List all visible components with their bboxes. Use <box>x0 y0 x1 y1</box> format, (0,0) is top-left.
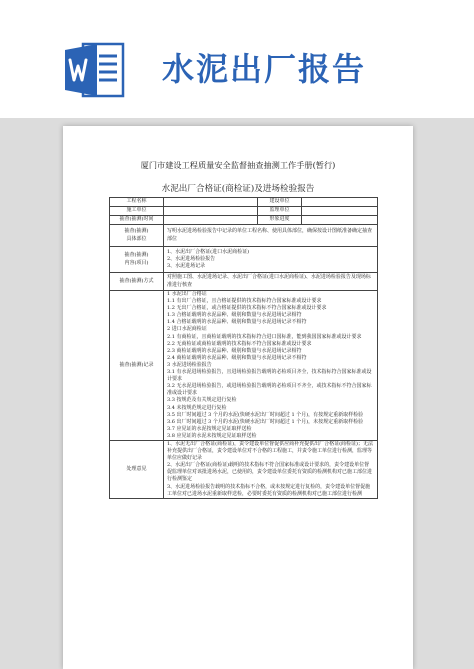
record-line: 1.2 无出厂合格证，或合格证提供的技术指标不符合国家标准或设计要求 <box>167 305 327 312</box>
record-line: 2.3 商检证载明的水泥品种、级别和数量与水泥进场记录相符 <box>167 347 302 354</box>
banner-title: 水泥出厂报告 <box>162 50 367 88</box>
record-line: 1.3 合格证载明的水泥品种、级别和数量与水泥进场记录相符 <box>167 312 302 319</box>
opinion-label: 处理意见 <box>110 440 164 498</box>
supervision-unit-label: 监理单位 <box>258 207 302 216</box>
record-line: 3.2 无水泥进场检验报告，或进场检验报告载明的必检项目不齐全，或技术指标不符合国家标准或设计要求 <box>167 383 372 397</box>
document-page <box>63 126 413 669</box>
record-line: 2.2 无商检证或商检证载明的技术指标不符合国家标准或设计要求 <box>167 340 312 347</box>
method-text: 对照施工图、水泥进场记录、水泥出厂合格证(进口水泥商检证)、水泥进场检验报告及现场标准进行核查 <box>164 273 378 291</box>
construction-unit-value <box>164 207 258 216</box>
opinion-line: 3、水泥进场检验报告载明的技术指标不合格，或未按规定进行复检的，责令建设单位督促施工单位对已进场水泥重新取样送检，必要时委托有资质的检测机构对已施工部位进行检测 <box>167 483 371 497</box>
check-time-value <box>164 216 258 225</box>
item-line: 2、水泥进场检验报告 <box>167 255 216 262</box>
item-line: 3、水泥进场记录 <box>167 263 206 270</box>
record-label: 抽查(抽测)记录 <box>110 291 164 441</box>
opinion-line: 1、水泥无出厂合格证(商检证)，责令建设单位督促供应商补充提供出厂合格证(商检证)；无法补充提供出厂合格证，责令建设单位对不合格的工程施工，并责令施工单位进行检测，监理等单位应做好记录 <box>167 440 373 462</box>
check-content-text: 写明水泥进场检验报告中记录的单位工程名称、使用具体部位，确保按设计图纸准备确定抽查部位 <box>164 225 378 247</box>
method-label: 抽查(抽测)方式 <box>110 273 164 291</box>
record-line: 3.5 出厂时间超过 3 个月的水泥(快硬水泥出厂时间超过 1 个月)，有按规定重新取样检验 <box>167 411 364 418</box>
records-list <box>164 291 378 441</box>
document-subtitle: 水泥出厂合格证(商检证)及进场检验报告 <box>161 184 315 194</box>
record-line: 3.4 未按规范规定进行复检 <box>167 404 227 411</box>
record-line: 3.6 出厂时间超过 3 个月的水泥(快硬水泥出厂时间超过 1 个月)，未按规定重新取样检验 <box>167 418 364 425</box>
item-line: 1、水泥出厂合格证(进口水泥商检证) <box>167 248 250 255</box>
build-unit-label: 建设单位 <box>258 198 302 207</box>
supervision-unit-value <box>302 207 378 216</box>
document-title: 厦门市建设工程质量安全监督抽查抽测工作手册(暂行) <box>140 160 336 170</box>
record-line: 3.8 应见证的水泥未按规定见证取样送检 <box>167 432 257 439</box>
record-line: 3.7 应见证的水泥按规定见证取样送检 <box>167 425 252 432</box>
inspection-form-table <box>109 197 378 499</box>
banner <box>0 0 474 118</box>
record-line: 2 进口水泥商检证 <box>167 326 207 333</box>
items-label: 抽查(抽测) 内容(项目) <box>110 247 164 273</box>
progress-value <box>302 216 378 225</box>
construction-unit-label: 施工单位 <box>110 207 164 216</box>
items-list <box>164 247 378 273</box>
record-line: 1.1 有出厂合格证，且合格证提供的技术指标符合国家标准或设计要求 <box>167 298 322 305</box>
opinion-line: 2、水泥出厂合格证(商检证)载明的技术指标不符合国家标准或设计要求的，责令建设单位督促监理单位对该批进场水泥，已使用的，责令建设单位委托有资质的检测机构对已施工部位进行检测鉴定 <box>167 462 373 483</box>
check-time-label: 抽查(抽测)时间 <box>110 216 164 225</box>
record-line: 3 水泥进场检验报告 <box>167 361 212 368</box>
opinions-list <box>164 440 378 498</box>
record-line: 2.4 商检证载明的水泥品种、级别和数量与水泥进场记录不相符 <box>167 354 307 361</box>
build-unit-value <box>302 198 378 207</box>
record-line: 1 水泥出厂合格证 <box>167 291 207 297</box>
record-line: 3.3 按规范及有关规定进行复检 <box>167 397 237 404</box>
check-content-label: 抽查(抽测) 具体部位 <box>110 225 164 247</box>
project-name-label: 工程名称 <box>110 198 164 207</box>
word-document-icon <box>63 40 133 100</box>
progress-label: 形象进度 <box>258 216 302 225</box>
project-name-value <box>164 198 258 207</box>
record-line: 3.1 有水泥进场检验报告，且进场检验报告载明的必检项目齐全，技术指标符合国家标准或设计要求 <box>167 369 372 383</box>
record-line: 1.4 合格证载明的水泥品种、级别和数量与水泥进场记录不相符 <box>167 319 307 326</box>
record-line: 2.1 有商检证，且商检证载明的技术指标符合进口国标准，能到我国国家标准或设计要求 <box>167 333 362 340</box>
